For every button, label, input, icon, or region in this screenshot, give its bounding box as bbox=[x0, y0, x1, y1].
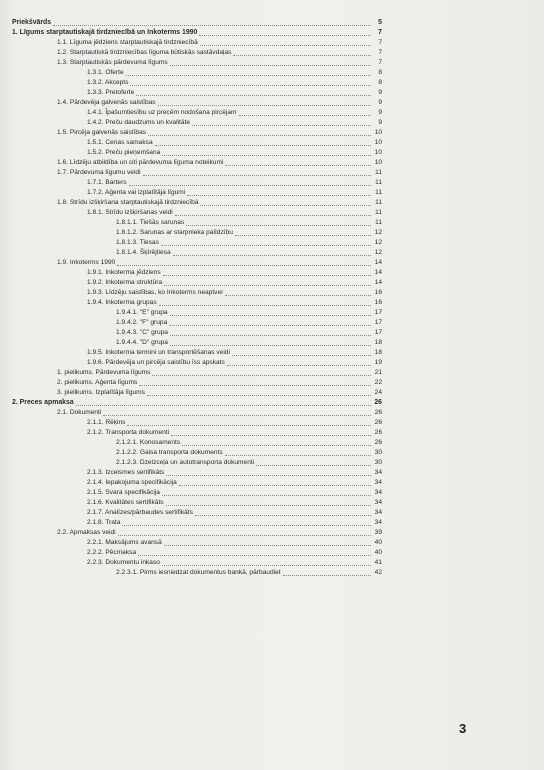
toc-entry-page: 16 bbox=[374, 289, 382, 296]
toc-entry bbox=[87, 78, 382, 88]
toc-entry-page: 39 bbox=[374, 529, 382, 536]
toc-entry bbox=[57, 168, 382, 178]
toc-entry bbox=[116, 458, 382, 468]
toc-entry-page: 17 bbox=[374, 329, 382, 336]
toc-entry-title: 2. pielikums. Aģenta līgums bbox=[57, 379, 138, 386]
toc-entry bbox=[12, 398, 382, 408]
toc-entry-page: 12 bbox=[374, 229, 382, 236]
toc-entry-title: 2.2.3.1. Pirms iesniedzat dokumentus bankā, pārbaudiet bbox=[116, 569, 281, 576]
toc-dot-leader bbox=[161, 245, 371, 246]
toc-entry bbox=[116, 218, 382, 228]
toc-entry bbox=[87, 478, 382, 488]
toc-dot-leader bbox=[171, 435, 371, 436]
toc-dot-leader bbox=[170, 65, 371, 66]
toc-entry bbox=[57, 58, 382, 68]
toc-entry bbox=[87, 498, 382, 508]
toc-dot-leader bbox=[256, 465, 371, 466]
toc-dot-leader bbox=[163, 275, 371, 276]
toc-dot-leader bbox=[225, 455, 371, 456]
toc-dot-leader bbox=[148, 135, 371, 136]
toc-entry-page: 30 bbox=[374, 459, 382, 466]
toc-entry-title: 1. pielikums. Pārdevuma līgums bbox=[57, 369, 151, 376]
toc-entry-title: 1.9.5. Inkoterma termini un transportēšanas veidi bbox=[87, 349, 230, 356]
toc-entry-title: 2.1.2.1. Konosaments bbox=[116, 439, 181, 446]
toc-entry bbox=[57, 38, 382, 48]
toc-dot-leader bbox=[158, 105, 371, 106]
toc-dot-leader bbox=[127, 425, 371, 426]
toc-entry-title: 1. Līgums starptautiskajā tirdzniecībā un Inkoterms 1990 bbox=[12, 29, 198, 36]
toc-entry-title: 2.1.5. Svara specifikācija bbox=[87, 489, 160, 496]
toc-entry-page: 11 bbox=[375, 199, 382, 206]
toc-entry-title: 1.9.4.2. "F" grupa bbox=[116, 319, 168, 326]
toc-entry bbox=[87, 88, 382, 98]
toc-entry-title: 1.8. Strīdu izšķiršana starptautiskajā tirdzniecībā bbox=[57, 199, 199, 206]
toc-entry-title: 1.2. Starptautiskā tirdzniecības līguma būtiskās sastāvdaļas bbox=[57, 49, 232, 56]
toc-entry-title: 1.5.2. Preču pieņemšana bbox=[87, 149, 161, 156]
toc-dot-leader bbox=[129, 185, 371, 186]
toc-entry bbox=[87, 108, 382, 118]
toc-entry-title: 1.1. Līguma jēdziens starptautiskajā tirdzniecībā bbox=[57, 39, 198, 46]
toc-entry bbox=[87, 558, 382, 568]
toc-entry bbox=[116, 308, 382, 318]
toc-entry-page: 34 bbox=[374, 499, 382, 506]
toc-entry bbox=[87, 188, 382, 198]
toc-dot-leader bbox=[187, 195, 371, 196]
toc-entry bbox=[87, 468, 382, 478]
toc-entry bbox=[87, 178, 382, 188]
toc-dot-leader bbox=[155, 145, 371, 146]
toc-entry-title: 1.8.1.4. Šķīrējtiesa bbox=[116, 249, 171, 256]
toc-entry-page: 17 bbox=[374, 309, 382, 316]
toc-entry bbox=[87, 118, 382, 128]
toc-entry-page: 7 bbox=[378, 49, 382, 56]
toc-entry bbox=[116, 248, 382, 258]
toc-entry-page: 26 bbox=[374, 409, 382, 416]
toc-entry-page: 14 bbox=[374, 259, 382, 266]
toc-entry bbox=[87, 518, 382, 528]
toc-entry-title: 1.7.1. Barters bbox=[87, 179, 127, 186]
toc-entry bbox=[57, 258, 382, 268]
toc-entry bbox=[57, 158, 382, 168]
toc-entry-page: 12 bbox=[374, 239, 382, 246]
toc-entry-title: 1.4. Pārdevēja galvenās saistības bbox=[57, 99, 156, 106]
toc-entry-page: 5 bbox=[378, 19, 382, 26]
toc-dot-leader bbox=[239, 115, 371, 116]
toc-entry bbox=[57, 98, 382, 108]
toc-dot-leader bbox=[164, 545, 371, 546]
toc-dot-leader bbox=[162, 495, 371, 496]
toc-entry-title: 2.2. Apmaksas veidi bbox=[57, 529, 116, 536]
toc-dot-leader bbox=[152, 375, 371, 376]
toc-dot-leader bbox=[76, 405, 371, 406]
toc-entry-title: 1.4.2. Preču daudzums un kvalitāte bbox=[87, 119, 190, 126]
toc-entry bbox=[12, 28, 382, 38]
toc-dot-leader bbox=[143, 175, 371, 176]
toc-dot-leader bbox=[136, 95, 371, 96]
toc-entry-title: 2.1.6. Kvalitātes sertifikāts bbox=[87, 499, 164, 506]
toc-entry bbox=[87, 428, 382, 438]
toc-entry-page: 9 bbox=[378, 109, 382, 116]
toc-dot-leader bbox=[164, 285, 371, 286]
toc-entry-title: 2. Preces apmaksa bbox=[12, 399, 74, 406]
toc-entry-title: 1.8.1.1. Tiešās sarunas bbox=[116, 219, 185, 226]
toc-dot-leader bbox=[166, 475, 371, 476]
toc-entry bbox=[116, 228, 382, 238]
toc-dot-leader bbox=[170, 345, 371, 346]
toc-entry-page: 18 bbox=[374, 339, 382, 346]
toc-entry-title: 1.9.4.4. "D" grupa bbox=[116, 339, 168, 346]
toc-dot-leader bbox=[162, 155, 371, 156]
toc-entry bbox=[87, 268, 382, 278]
toc-dot-leader bbox=[147, 395, 371, 396]
toc-entry-page: 34 bbox=[374, 519, 382, 526]
toc-entry-title: Priekšvārds bbox=[12, 19, 52, 26]
toc-dot-leader bbox=[166, 505, 371, 506]
toc-entry bbox=[57, 378, 382, 388]
toc-dot-leader bbox=[53, 25, 371, 26]
toc-entry-page: 8 bbox=[378, 69, 382, 76]
toc-dot-leader bbox=[232, 355, 371, 356]
toc-entry-page: 34 bbox=[374, 489, 382, 496]
toc-dot-leader bbox=[173, 255, 371, 256]
toc-entry-title: 2.1.8. Trata bbox=[87, 519, 121, 526]
toc-entry-title: 1.3.3. Pretoferte bbox=[87, 89, 135, 96]
toc-entry-page: 11 bbox=[375, 219, 382, 226]
toc-entry-page: 22 bbox=[374, 379, 382, 386]
toc-entry-title: 1.9.2. Inkoterma struktūra bbox=[87, 279, 163, 286]
toc-entry-page: 14 bbox=[374, 279, 382, 286]
toc-entry bbox=[116, 318, 382, 328]
toc-entry bbox=[87, 538, 382, 548]
toc-entry-page: 30 bbox=[374, 449, 382, 456]
toc-dot-leader bbox=[195, 515, 371, 516]
toc-dot-leader bbox=[162, 565, 371, 566]
toc-entry bbox=[87, 68, 382, 78]
toc-entry-title: 1.8.1.3. Tiesas bbox=[116, 239, 159, 246]
toc-entry-page: 41 bbox=[374, 559, 382, 566]
toc-entry-page: 9 bbox=[378, 119, 382, 126]
toc-entry-title: 1.5.1. Cenas samaksa bbox=[87, 139, 153, 146]
toc-entry-page: 11 bbox=[375, 169, 382, 176]
toc-entry-title: 1.3. Starptautiskās pārdevuma līgums bbox=[57, 59, 168, 66]
page-number: 3 bbox=[459, 721, 467, 736]
toc-entry-page: 10 bbox=[374, 149, 382, 156]
toc-dot-leader bbox=[169, 325, 371, 326]
toc-dot-leader bbox=[192, 125, 371, 126]
toc-entry-title: 2.1.1. Rēķins bbox=[87, 419, 126, 426]
toc-entry-title: 1.8.1.2. Sarunas ar starpnieka palīdzību bbox=[116, 229, 233, 236]
toc-entry-title: 1.7.2. Aģenta vai izplatītāja līgumi bbox=[87, 189, 186, 196]
toc-entry-page: 14 bbox=[374, 269, 382, 276]
toc-entry-title: 2.1.2.2. Gaisa transporta dokuments bbox=[116, 449, 223, 456]
toc-dot-leader bbox=[170, 315, 371, 316]
toc-entry-title: 2.1.2. Transporta dokumenti bbox=[87, 429, 170, 436]
toc-dot-leader bbox=[225, 295, 371, 296]
toc-entry bbox=[87, 138, 382, 148]
toc-entry-page: 12 bbox=[374, 249, 382, 256]
toc-dot-leader bbox=[235, 235, 371, 236]
toc-entry bbox=[12, 18, 382, 28]
toc-entry-page: 11 bbox=[375, 189, 382, 196]
toc-entry-page: 7 bbox=[378, 59, 382, 66]
toc-entry bbox=[57, 48, 382, 58]
toc-entry-page: 10 bbox=[374, 159, 382, 166]
toc-entry bbox=[87, 508, 382, 518]
toc-entry-page: 26 bbox=[374, 399, 382, 406]
toc-entry-page: 9 bbox=[378, 89, 382, 96]
toc-entry bbox=[116, 568, 382, 578]
toc-entry-title: 2.1.2.3. Dzelzceļa un autotransporta dokumenti bbox=[116, 459, 255, 466]
toc-dot-leader bbox=[122, 525, 371, 526]
toc-entry-page: 34 bbox=[374, 479, 382, 486]
toc-entry bbox=[57, 128, 382, 138]
toc-entry-page: 10 bbox=[374, 129, 382, 136]
toc-entry bbox=[57, 198, 382, 208]
toc-entry bbox=[87, 288, 382, 298]
toc-entry-page: 34 bbox=[374, 509, 382, 516]
toc-entry bbox=[57, 408, 382, 418]
toc-entry bbox=[87, 488, 382, 498]
toc-entry-title: 1.3.1. Oferte bbox=[87, 69, 124, 76]
toc-entry-title: 1.9.6. Pārdevēja un pircēja saistību īss apskats bbox=[87, 359, 225, 366]
toc-entry bbox=[116, 438, 382, 448]
toc-entry bbox=[87, 348, 382, 358]
toc-dot-leader bbox=[130, 85, 371, 86]
toc-entry bbox=[116, 338, 382, 348]
toc-entry-page: 24 bbox=[374, 389, 382, 396]
toc-dot-leader bbox=[200, 205, 371, 206]
toc-dot-leader bbox=[126, 75, 371, 76]
toc-entry-title: 1.5. Pircēja galvenās saistības bbox=[57, 129, 147, 136]
toc-dot-leader bbox=[175, 215, 371, 216]
toc-entry-title: 1.9.3. Līdzēju saistības, ko Inkoterms neaptver bbox=[87, 289, 224, 296]
toc-entry-title: 1.4.1. Īpašumtiesību uz precēm nodošana pircējam bbox=[87, 109, 237, 116]
toc-dot-leader bbox=[118, 535, 371, 536]
toc-entry-page: 26 bbox=[374, 439, 382, 446]
toc-entry-page: 16 bbox=[374, 299, 382, 306]
toc-dot-leader bbox=[103, 415, 371, 416]
toc-entry-title: 3. pielikums. Izplatītāja līgums bbox=[57, 389, 145, 396]
toc-dot-leader bbox=[227, 365, 371, 366]
toc-entry-title: 1.9.4. Inkoterma grupas bbox=[87, 299, 157, 306]
toc-dot-leader bbox=[179, 485, 371, 486]
toc-entry-title: 1.7. Pārdevuma līgumu veidi bbox=[57, 169, 141, 176]
toc-entry bbox=[87, 298, 382, 308]
toc-entry-page: 26 bbox=[374, 429, 382, 436]
toc-dot-leader bbox=[117, 265, 371, 266]
toc-entry-title: 1.9.4.1. "E" grupa bbox=[116, 309, 168, 316]
toc-entry-title: 1.8.1. Strīdu izšķiršanas veidi bbox=[87, 209, 173, 216]
toc-dot-leader bbox=[138, 555, 371, 556]
toc-entry-page: 11 bbox=[375, 209, 382, 216]
toc-entry bbox=[87, 278, 382, 288]
toc-dot-leader bbox=[200, 45, 371, 46]
toc-entry-title: 1.9.4.3. "C" grupa bbox=[116, 329, 168, 336]
toc-entry-page: 21 bbox=[374, 369, 382, 376]
toc-entry bbox=[87, 548, 382, 558]
toc-entry-page: 26 bbox=[374, 419, 382, 426]
toc-entry-page: 11 bbox=[375, 179, 382, 186]
toc-dot-leader bbox=[186, 225, 371, 226]
toc-dot-leader bbox=[233, 55, 371, 56]
toc-entry bbox=[87, 418, 382, 428]
toc-entry-page: 18 bbox=[374, 349, 382, 356]
toc-entry bbox=[57, 528, 382, 538]
toc-entry bbox=[57, 388, 382, 398]
toc-entry-title: 1.6. Līdzēju atbildība un citi pārdevuma līguma noteikumi bbox=[57, 159, 224, 166]
toc-dot-leader bbox=[182, 445, 371, 446]
toc-dot-leader bbox=[225, 165, 371, 166]
toc-dot-leader bbox=[159, 305, 371, 306]
toc-entry bbox=[116, 238, 382, 248]
toc-dot-leader bbox=[283, 575, 371, 576]
toc-dot-leader bbox=[199, 35, 371, 36]
toc-entry-title: 2.2.2. Pēcmaksa bbox=[87, 549, 137, 556]
toc-entry-page: 40 bbox=[374, 549, 382, 556]
toc-entry-title: 1.9.1. Inkoterma jēdziens bbox=[87, 269, 161, 276]
toc-entry-title: 2.1. Dokumenti bbox=[57, 409, 102, 416]
toc-entry-page: 42 bbox=[374, 569, 382, 576]
toc-entry bbox=[116, 328, 382, 338]
toc-entry-page: 17 bbox=[374, 319, 382, 326]
toc-dot-leader bbox=[139, 385, 371, 386]
toc-entry-page: 10 bbox=[374, 139, 382, 146]
toc-entry-page: 34 bbox=[374, 469, 382, 476]
toc-entry bbox=[57, 368, 382, 378]
toc-entry-title: 2.2.1. Maksājums avansā bbox=[87, 539, 162, 546]
toc-entry bbox=[87, 208, 382, 218]
toc-entry bbox=[87, 358, 382, 368]
toc-entry-title: 1.3.2. Akcepts bbox=[87, 79, 129, 86]
toc-entry-page: 8 bbox=[378, 79, 382, 86]
toc-entry-title: 2.1.7. Analīzes/pārbaudes sertifikāts bbox=[87, 509, 193, 516]
toc-entry-title: 2.2.3. Dokumentu inkaso bbox=[87, 559, 160, 566]
toc-entry-page: 9 bbox=[378, 99, 382, 106]
toc-entry-title: 2.1.4. Iepakojuma specifikācija bbox=[87, 479, 177, 486]
toc-dot-leader bbox=[170, 335, 371, 336]
toc-entry-page: 7 bbox=[378, 39, 382, 46]
toc-entry-page: 19 bbox=[374, 359, 382, 366]
toc-entry-title: 1.9. Inkoterms 1990 bbox=[57, 259, 116, 266]
toc-entry bbox=[87, 148, 382, 158]
toc-entry-title: 2.1.3. Izcelsmes sertifikāts bbox=[87, 469, 165, 476]
toc-entry-page: 7 bbox=[378, 29, 382, 36]
toc-entry-page: 40 bbox=[374, 539, 382, 546]
toc-entry bbox=[116, 448, 382, 458]
